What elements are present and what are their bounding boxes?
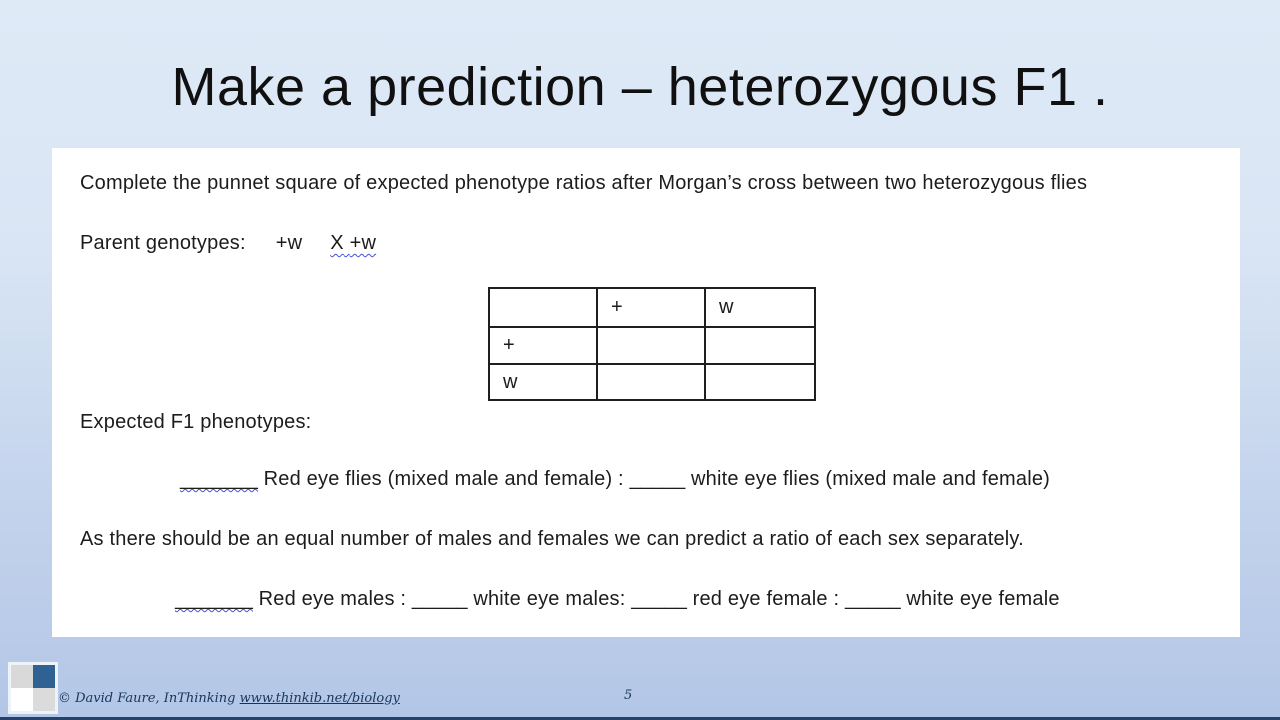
logo-grid [11,665,55,711]
ratio-text: white eye female [906,588,1060,610]
punnett-square-table [488,287,816,401]
footer-credit [58,691,400,706]
parent-genotype-1: +w [275,232,303,254]
ratio-text: white eye flies (mixed male and female) [690,468,1051,490]
punnett-row-header-w: w [489,364,597,400]
punnett-col-header-w: w [705,288,815,327]
sex-ratio-note: As there should be an equal number of males and females we can predict a ratio of each sex separately. [80,528,1024,550]
answer-blank: _______ [175,588,253,610]
punnett-cell [705,327,815,364]
ratio-text: Red eye males : [258,588,407,610]
punnett-header-row [489,288,815,327]
logo-square-gray [33,688,55,711]
inthinking-logo [8,662,58,714]
punnett-row-header-plus: + [489,327,597,364]
instruction-text: Complete the punnet square of expected phenotype ratios after Morgan’s cross between two heterozygous flies [80,172,1088,194]
slide-title: Make a prediction – heterozygous F1 . [171,57,1109,117]
logo-square-white [11,688,33,711]
parent-genotype-2: +w [349,232,377,254]
worksheet-panel [52,148,1240,637]
punnett-cell [597,364,705,400]
answer-blank: _____ [631,588,687,610]
expected-phenotypes-label: Expected F1 phenotypes: [80,411,312,433]
parent-cross-group [330,232,376,254]
answer-blank: _____ [845,588,901,610]
punnett-row-plus [489,327,815,364]
punnett-cell [705,364,815,400]
logo-square-blue [33,665,55,688]
ratio-line-f1 [180,468,1050,491]
biology-site-link[interactable]: www.thinkib.net/biology [239,691,400,706]
punnett-corner-cell [489,288,597,327]
answer-blank: _____ [629,468,686,490]
punnett-col-header-plus: + [597,288,705,327]
ratio-line-by-sex [175,588,1060,611]
ratio-text: red eye female : [692,588,840,610]
parent-genotypes-label: Parent genotypes: [80,232,246,254]
parent-genotypes-line [80,232,376,255]
punnett-row-w [489,364,815,400]
page-number: 5 [624,688,633,703]
punnett-cell [597,327,705,364]
answer-blank: _____ [411,588,468,610]
ratio-text: white eye males: [473,588,626,610]
ratio-text: Red eye flies (mixed male and female) : [263,468,624,490]
cross-symbol: X [330,232,344,254]
answer-blank: _______ [180,468,258,490]
logo-square-gray [11,665,33,688]
copyright-text: © David Faure, InThinking [58,691,236,706]
